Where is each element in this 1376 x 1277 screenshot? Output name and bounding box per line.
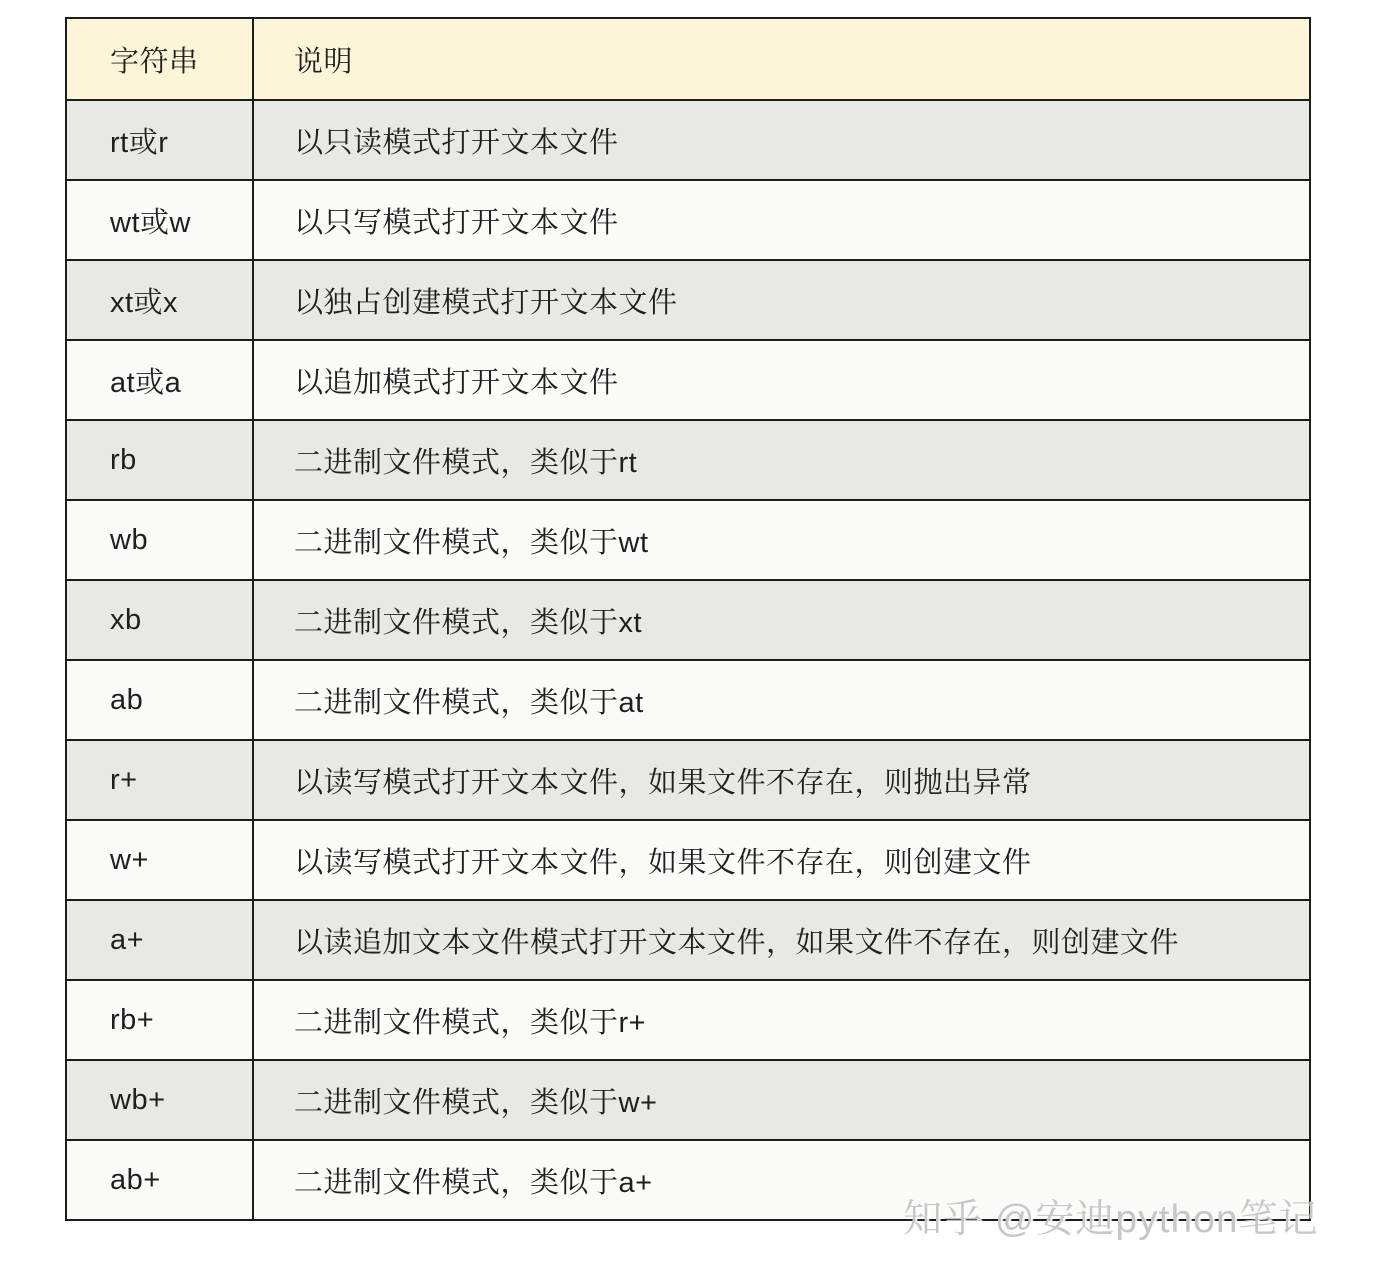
- file-mode-table: [65, 17, 1311, 1221]
- table-row: [66, 660, 1310, 740]
- table-row: [66, 900, 1310, 980]
- description-cell: 二进制文件模式，类似于w+: [253, 1060, 1310, 1140]
- table-row: [66, 580, 1310, 660]
- mode-cell: rt或r: [66, 100, 253, 180]
- description-cell: 二进制文件模式，类似于rt: [253, 420, 1310, 500]
- description-cell: 以读写模式打开文本文件，如果文件不存在，则创建文件: [253, 820, 1310, 900]
- description-cell: 二进制文件模式，类似于xt: [253, 580, 1310, 660]
- mode-cell: xb: [66, 580, 253, 660]
- table-row: [66, 740, 1310, 820]
- description-cell: 二进制文件模式，类似于a+: [253, 1140, 1310, 1220]
- mode-cell: w+: [66, 820, 253, 900]
- table-body: [66, 100, 1310, 1220]
- mode-cell: ab+: [66, 1140, 253, 1220]
- table-row: [66, 340, 1310, 420]
- mode-cell: wt或w: [66, 180, 253, 260]
- mode-cell: at或a: [66, 340, 253, 420]
- description-cell: 以独占创建模式打开文本文件: [253, 260, 1310, 340]
- header-cell-description: 说明: [253, 18, 1310, 100]
- mode-cell: xt或x: [66, 260, 253, 340]
- description-cell: 以读写模式打开文本文件，如果文件不存在，则抛出异常: [253, 740, 1310, 820]
- mode-cell: r+: [66, 740, 253, 820]
- zhihu-watermark: 知乎 @安迪python笔记: [903, 1198, 1319, 1241]
- table-row: [66, 1060, 1310, 1140]
- mode-cell: rb+: [66, 980, 253, 1060]
- table-row: [66, 980, 1310, 1060]
- mode-cell: rb: [66, 420, 253, 500]
- table-row: [66, 420, 1310, 500]
- mode-cell: wb: [66, 500, 253, 580]
- table-row: [66, 1140, 1310, 1220]
- table-header: [66, 18, 1310, 100]
- header-row: [66, 18, 1310, 100]
- description-cell: 以追加模式打开文本文件: [253, 340, 1310, 420]
- description-cell: 二进制文件模式，类似于wt: [253, 500, 1310, 580]
- table-row: [66, 180, 1310, 260]
- table-row: [66, 820, 1310, 900]
- description-cell: 以只写模式打开文本文件: [253, 180, 1310, 260]
- table-row: [66, 260, 1310, 340]
- description-cell: 以读追加文本文件模式打开文本文件，如果文件不存在，则创建文件: [253, 900, 1310, 980]
- mode-cell: wb+: [66, 1060, 253, 1140]
- table-row: [66, 100, 1310, 180]
- table-row: [66, 500, 1310, 580]
- mode-cell: ab: [66, 660, 253, 740]
- header-cell-mode: 字符串: [66, 18, 253, 100]
- description-cell: 二进制文件模式，类似于at: [253, 660, 1310, 740]
- description-cell: 以只读模式打开文本文件: [253, 100, 1310, 180]
- mode-cell: a+: [66, 900, 253, 980]
- description-cell: 二进制文件模式，类似于r+: [253, 980, 1310, 1060]
